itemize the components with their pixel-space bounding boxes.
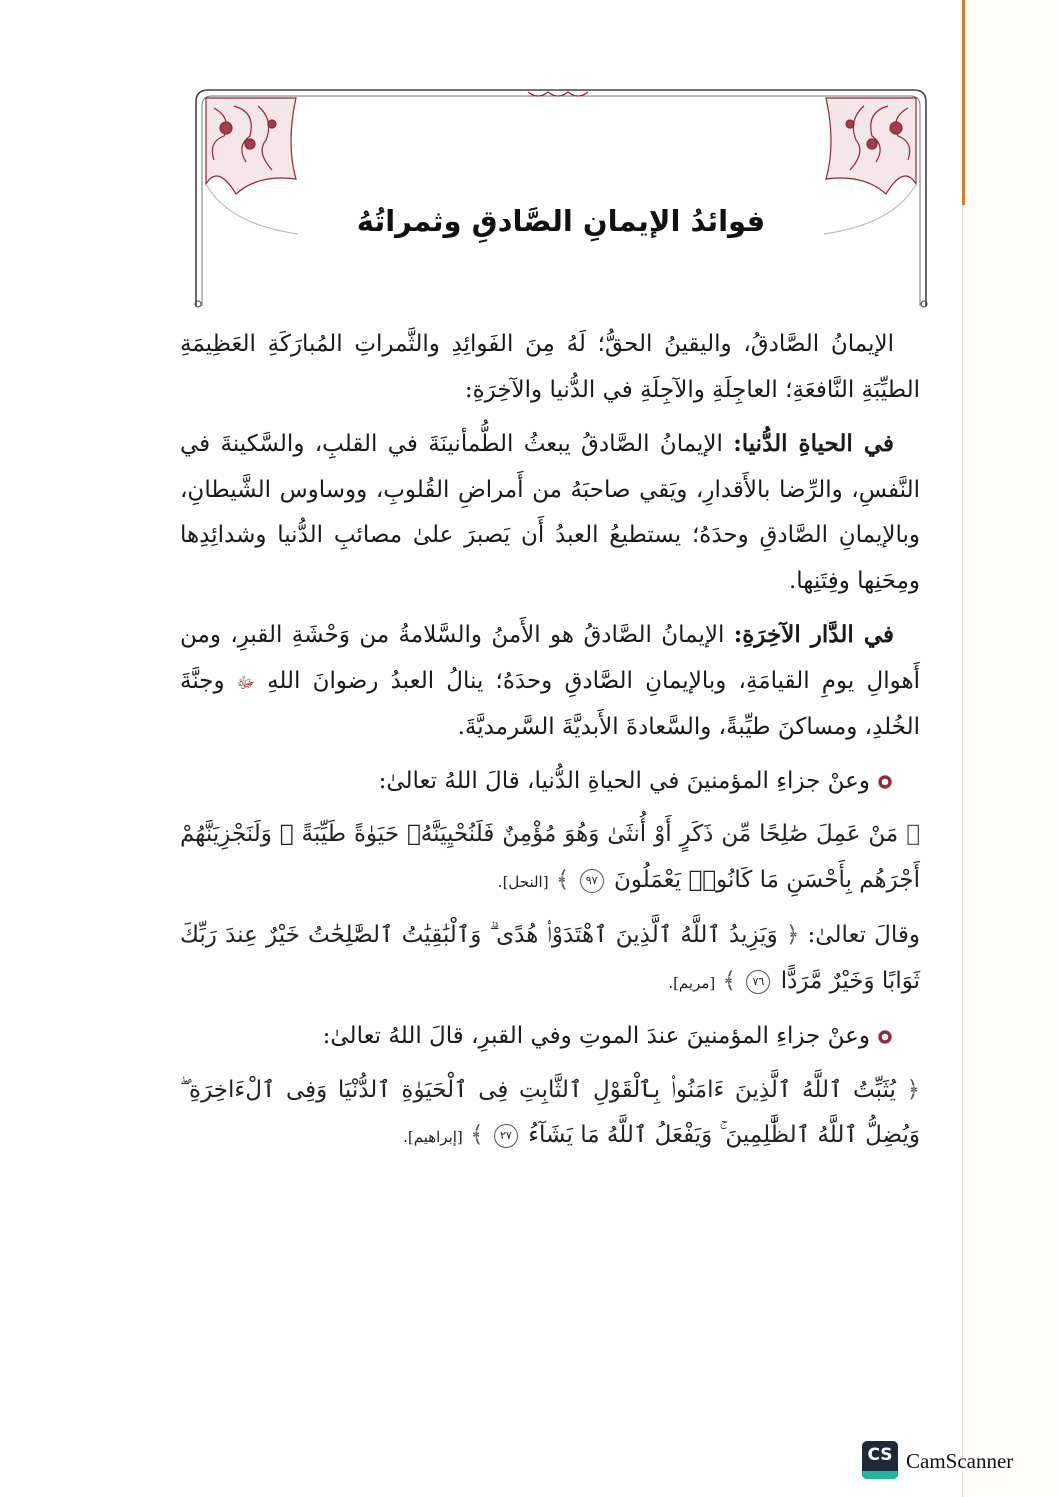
document-body bbox=[180, 322, 920, 1169]
camscanner-wordmark: CamScanner bbox=[906, 1449, 1014, 1473]
page-right-margin bbox=[965, 0, 1058, 1497]
camscanner-logo-icon bbox=[862, 1441, 898, 1479]
surah-reference: [إبراهيم]. bbox=[403, 1128, 463, 1146]
intro-paragraph bbox=[180, 322, 920, 413]
quran-verse bbox=[180, 1068, 920, 1161]
afterlife-paragraph bbox=[180, 612, 920, 751]
section-intro-text: وعنْ جزاءِ المؤمنينَ عندَ الموتِ وفي القبرِ، قالَ اللهُ تعالىٰ: bbox=[322, 1023, 870, 1049]
paragraph-lead: في الدَّار الآخِرَةِ: bbox=[733, 621, 894, 648]
page-title: فوائدُ الإيمانِ الصَّادقِ وثمراتُهُ bbox=[356, 204, 766, 238]
verse-text: مَنْ عَمِلَ صَٰلِحًا مِّن ذَكَرٍ أَوْ أُنثَىٰ وَهُوَ مُؤْمِنٌ فَلَنُحْيِيَنَّهُۥ حَيَوٰةً طَيِّبَةً ۖ وَلَنَجْزِيَنَّهُمْ أَجْرَهُم بِأَحْسَنِ مَا كَانُوا۟ يَعْمَلُونَ bbox=[180, 821, 920, 893]
flower-bullet-icon bbox=[878, 1030, 892, 1044]
quran-verse bbox=[180, 913, 920, 1006]
verse-open-bracket: ﴿ bbox=[906, 821, 921, 847]
frame-border-ornament bbox=[188, 84, 934, 310]
page-edge-line bbox=[962, 205, 963, 1497]
ayah-number-badge: ٧٦ bbox=[746, 970, 770, 994]
section-intro bbox=[180, 759, 920, 805]
quran-verse bbox=[180, 812, 920, 905]
paragraph-lead: في الحياةِ الدُّنيا: bbox=[733, 430, 894, 457]
ayah-number-badge: ٢٧ bbox=[494, 1124, 518, 1148]
verse-open-bracket: ﴿ bbox=[906, 1076, 920, 1103]
ayah-number-badge: ٩٧ bbox=[580, 869, 604, 893]
flower-bullet-icon bbox=[878, 775, 892, 789]
surah-reference: [مريم]. bbox=[668, 973, 716, 992]
page-edge-binding bbox=[962, 0, 965, 205]
section-intro-text: وعنْ جزاءِ المؤمنينَ في الحياةِ الدُّنيا، قالَ اللهُ تعالىٰ: bbox=[378, 767, 870, 794]
surah-reference: [النحل]. bbox=[497, 872, 549, 891]
paragraph-text: الإيمانُ الصَّادقُ هو الأَمنُ والسَّلامةُ من وَحْشَةِ القبرِ، ومن أَهوالِ يومِ القيامَةِ، وبالإيمانِ الصَّادقِ وحدَهُ؛ ينالُ العبدُ رضوانَ اللهِ bbox=[180, 622, 920, 694]
paragraph-text-continued: وجنَّةَ الخُلدِ، ومساكنَ طيِّبةً، والسَّعادةَ الأَبديَّةَ السَّرمديَّةَ. bbox=[180, 667, 920, 740]
honorific-glyph: ﷻ bbox=[236, 672, 255, 692]
worldly-life-paragraph bbox=[180, 421, 920, 604]
logo-stripe bbox=[862, 1471, 898, 1479]
paragraph-text: الإيمانُ الصَّادقُ، واليقينُ الحقُّ؛ لَهُ مِنَ الفَوائِدِ والثَّمراتِ المُبارَكَةِ العَظِيمَةِ الطيِّبَةِ النَّافعَةِ؛ العاجِلَةِ والآجِلَةِ في الدُّنيا والآخِرَةِ: bbox=[180, 331, 920, 403]
section-intro bbox=[180, 1014, 920, 1060]
logo-letters: CS bbox=[867, 1445, 893, 1465]
verse-open-bracket: ﴿ bbox=[785, 922, 800, 948]
verse-close-bracket: ﴾ bbox=[722, 967, 737, 994]
verse-text: يُثَبِّتُ ٱللَّهُ ٱلَّذِينَ ءَامَنُوا۟ بِٱلْقَوْلِ ٱلثَّابِتِ فِى ٱلْحَيَوٰةِ ٱلدُّنْيَا وَفِى ٱلْءَاخِرَةِ ۖ وَيُضِلُّ ٱللَّهُ ٱلظَّٰلِمِينَ ۚ وَيَفْعَلُ ٱللَّهُ مَا يَشَآءُ bbox=[180, 1076, 920, 1148]
verse-text: وَيَزِيدُ ٱللَّهُ ٱلَّذِينَ ٱهْتَدَوْا۟ هُدًى ۗ وَٱلْبَٰقِيَٰتُ ٱلصَّٰلِحَٰتُ خَيْرٌ عِندَ رَبِّكَ ثَوَابًا وَخَيْرٌ مَّرَدًّا bbox=[180, 922, 920, 994]
title-frame bbox=[188, 84, 934, 310]
verse-close-bracket: ﴾ bbox=[555, 866, 570, 893]
verse-intro-text: وقالَ تعالىٰ: bbox=[807, 922, 920, 948]
verse-close-bracket: ﴾ bbox=[470, 1122, 484, 1148]
paragraph-text: الإيمانُ الصَّادقُ يبعثُ الطُّمأنينَةَ في القلبِ، والسَّكينةَ في النَّفسِ، والرِّضا بالأَقدارِ، ويَقي صاحبَهُ من أَمراضِ القُلوبِ، ووساوس الشَّيطانِ، وبالإيمانِ الصَّادقِ وحدَهُ؛ يستطيعُ العبدُ أَن يَصبرَ علىٰ مصائبِ الدُّنيا وشدائِدِها ومِحَنِها وفِتَنِها. bbox=[180, 431, 920, 594]
